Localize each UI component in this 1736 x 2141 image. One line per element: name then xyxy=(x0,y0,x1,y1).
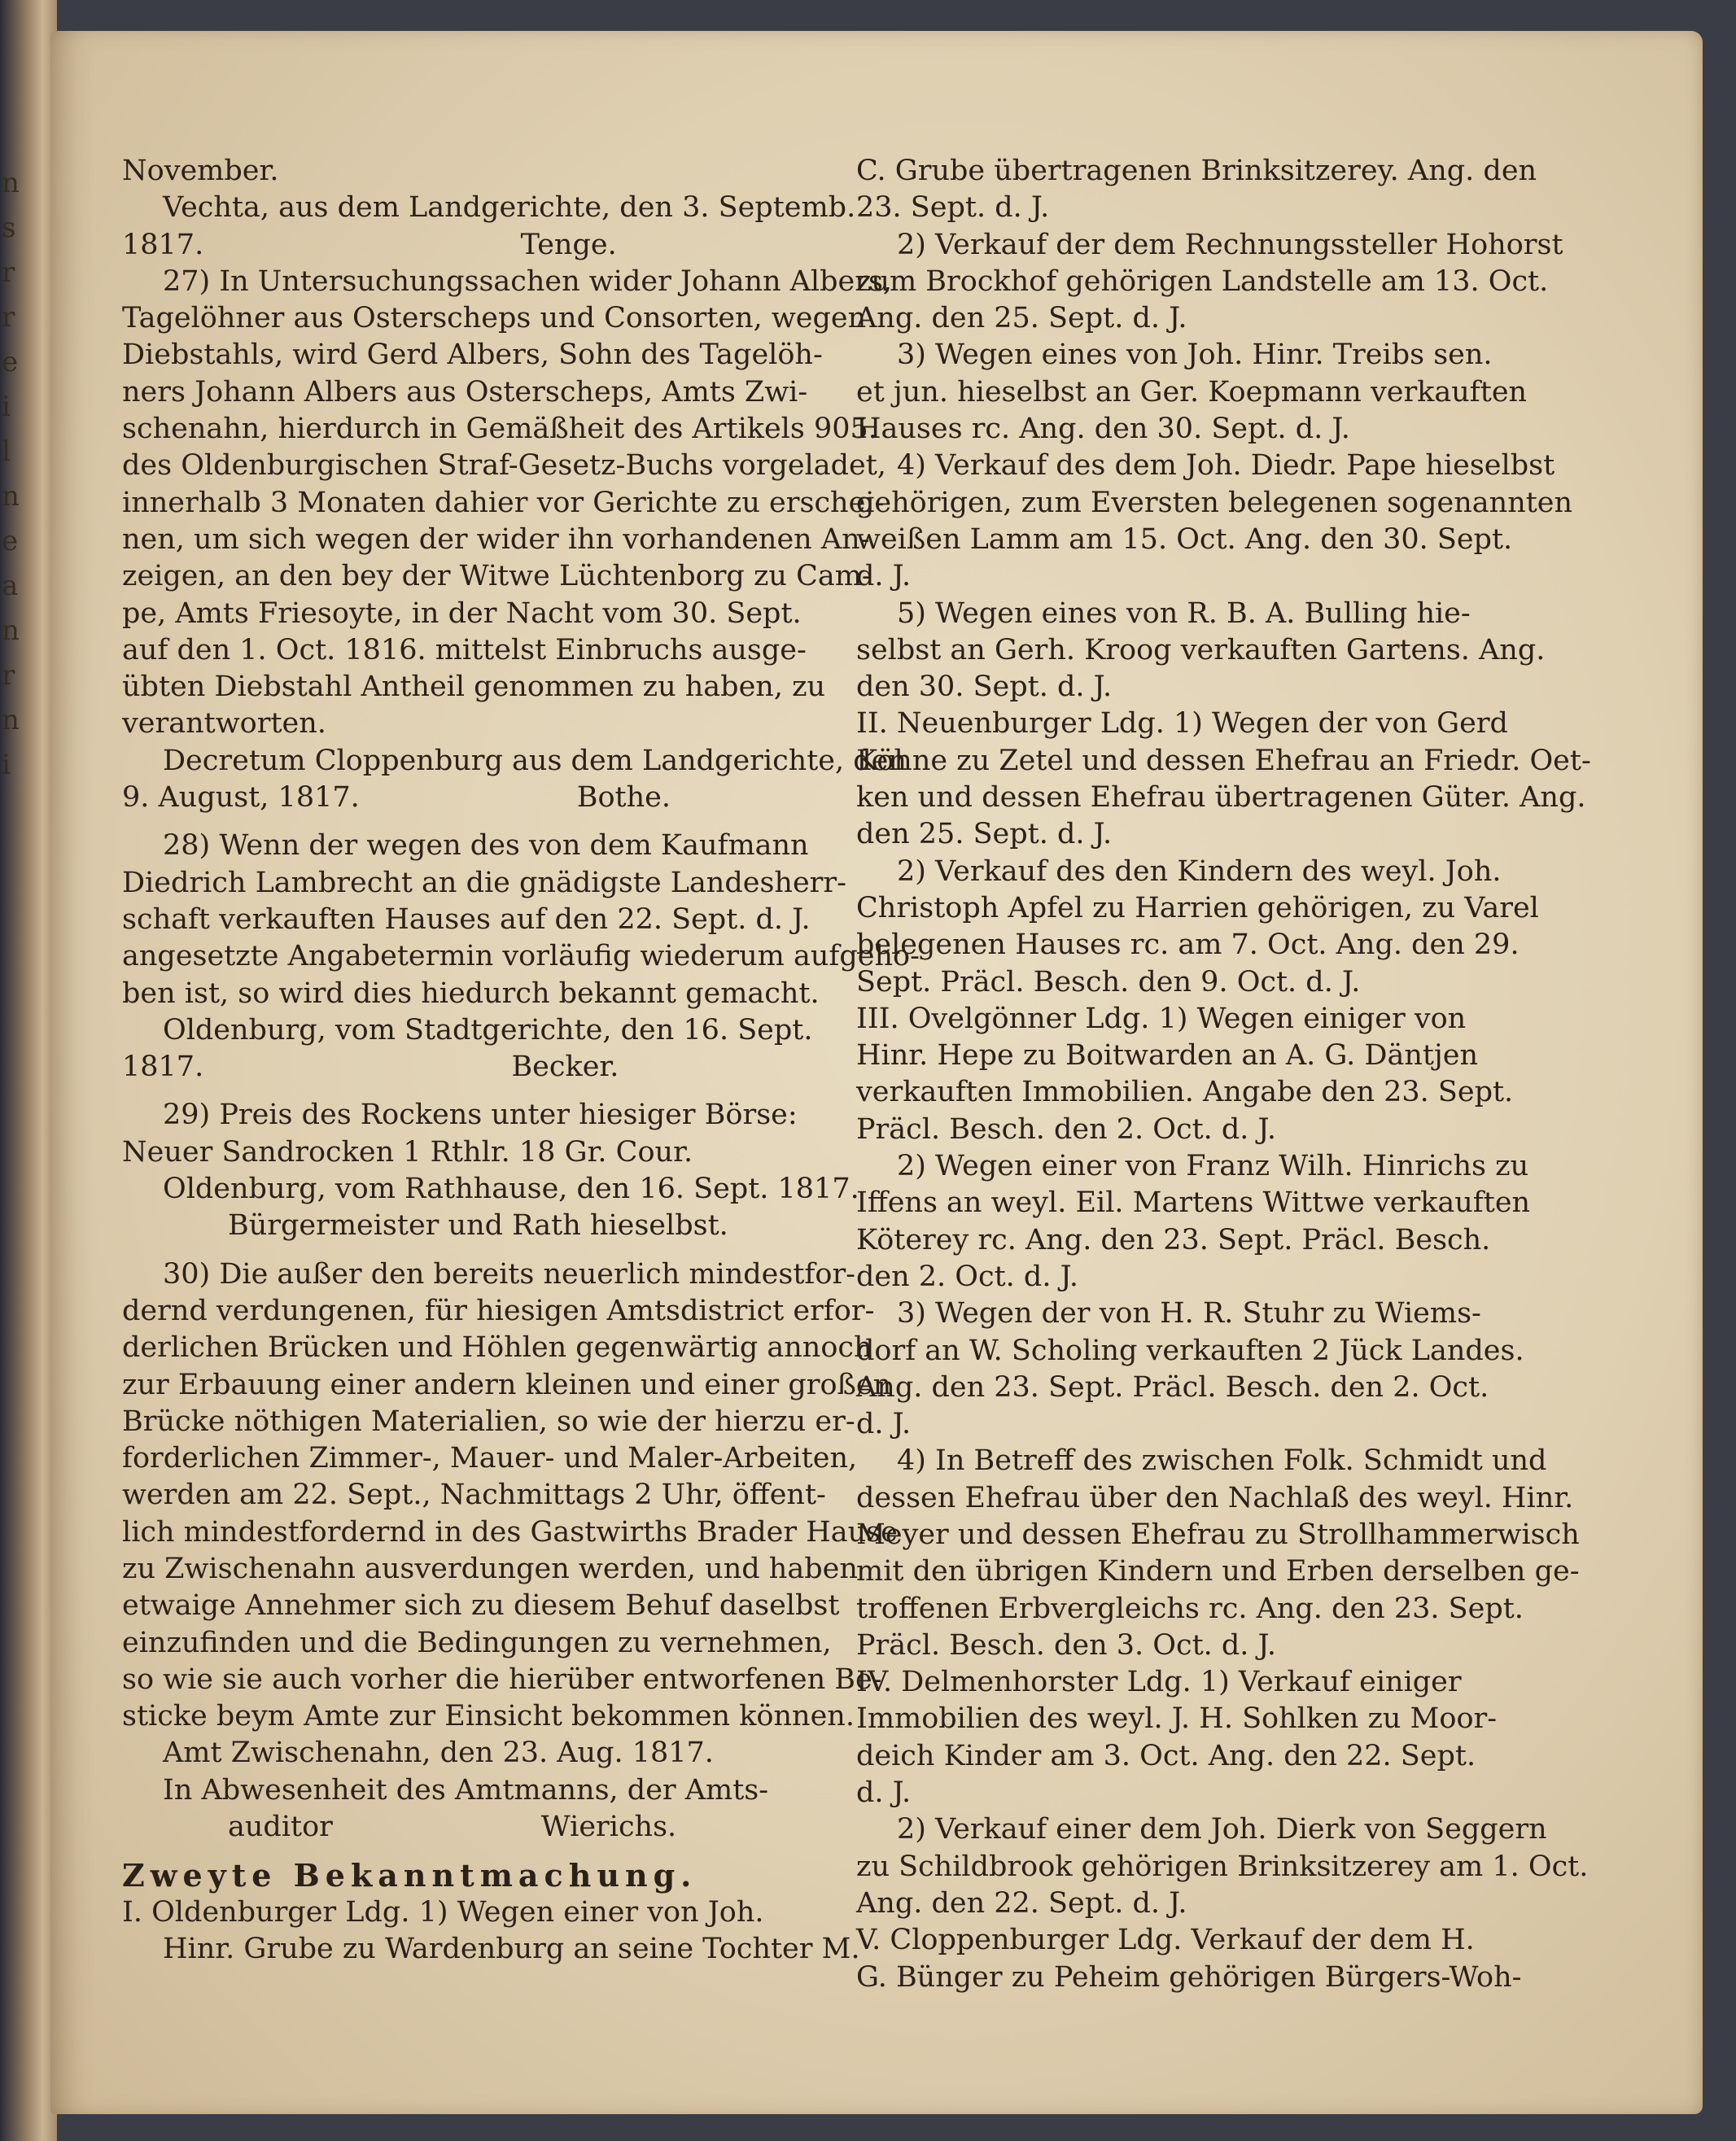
right-column-line: C. Grube übertragenen Brinksitzerey. Ang. den xyxy=(856,155,1537,187)
left-column-line: so wie sie auch vorher die hierüber entworfenen Be- xyxy=(122,1663,882,1696)
left-column-line: Decretum Cloppenburg aus dem Landgerichte, den xyxy=(163,744,907,777)
right-column-line: et jun. hieselbst an Ger. Koepmann verkauften xyxy=(856,375,1528,409)
spine-mark: a xyxy=(2,570,19,602)
right-column-line: den 25. Sept. d. J. xyxy=(856,818,1113,851)
right-column-line: 3) Wegen eines von Joh. Hinr. Treibs sen. xyxy=(897,339,1493,372)
right-column-line: Immobilien des weyl. J. H. Sohlken zu Moor- xyxy=(856,1702,1498,1736)
left-column-line: verantworten. xyxy=(122,707,326,741)
left-column-line: Zweyte Bekanntmachung. xyxy=(122,1857,697,1894)
left-column-line: lich mindestfordernd in des Gastwirths Brader Hause xyxy=(122,1515,898,1549)
left-column-line: Hinr. Grube zu Wardenburg an seine Tochter M. xyxy=(163,1932,860,1965)
left-column-line: Bürgermeister und Rath hieselbst. xyxy=(228,1209,728,1243)
left-column-line: Vechta, aus dem Landgerichte, den 3. Septemb. xyxy=(163,191,856,225)
spine-mark: e xyxy=(2,525,19,557)
left-column-line xyxy=(122,1846,822,1857)
left-column-line: zur Erbauung einer andern kleinen und einer großen xyxy=(122,1368,892,1401)
left-column-line: Amt Zwischenahn, den 23. Aug. 1817. xyxy=(163,1737,714,1770)
left-column-line: 1817. Becker. xyxy=(122,1051,619,1084)
left-column-line: auf den 1. Oct. 1816. mittelst Einbruchs ausge- xyxy=(122,633,807,666)
left-column-line: des Oldenburgischen Straf-Gesetz-Buchs vorgeladet, xyxy=(122,449,886,483)
left-column-line: 9. August, 1817. Bothe. xyxy=(122,781,671,815)
spine-mark: r xyxy=(2,301,15,334)
right-column-line: G. Bünger zu Peheim gehörigen Bürgers-Woh- xyxy=(856,1960,1522,1994)
spine-mark: i xyxy=(2,391,11,423)
right-column-line: 2) Verkauf der dem Rechnungssteller Hohorst xyxy=(897,228,1563,261)
left-column-line: November. xyxy=(122,155,279,187)
left-column-line: dernd verdungenen, für hiesigen Amtsdistrict erfor- xyxy=(122,1294,875,1327)
right-column-line: d. J. xyxy=(856,1776,912,1810)
right-column-line: IV. Delmenhorster Ldg. 1) Verkauf einiger xyxy=(856,1666,1462,1699)
right-column-line: d. J. xyxy=(856,560,912,593)
right-column-line: Köterey rc. Ang. den 23. Sept. Präcl. Besch. xyxy=(856,1223,1491,1256)
left-column-line: ben ist, so wird dies hiedurch bekannt gemacht. xyxy=(122,977,820,1010)
left-column-line: Neuer Sandrocken 1 Rthlr. 18 Gr. Cour. xyxy=(122,1135,693,1169)
left-column-line: 28) Wenn der wegen des von dem Kaufmann xyxy=(163,829,809,863)
right-column-line: Iffens an weyl. Eil. Martens Wittwe verkauften xyxy=(856,1186,1531,1220)
spine-mark: n xyxy=(2,167,20,199)
left-column-line: derlichen Brücken und Höhlen gegenwärtig annoch xyxy=(122,1331,872,1365)
left-column xyxy=(122,153,920,1968)
left-column-line: auditor Wierichs. xyxy=(228,1811,677,1844)
right-column-line: den 30. Sept. d. J. xyxy=(856,671,1113,704)
right-column-line: Hauses rc. Ang. den 30. Sept. d. J. xyxy=(856,413,1350,446)
right-column-line: d. J. xyxy=(856,1408,912,1441)
left-column-line: schenahn, hierdurch in Gemäßheit des Artikels 905. xyxy=(122,413,877,446)
right-column-line: den 2. Oct. d. J. xyxy=(856,1260,1079,1293)
right-column-line: Ang. den 23. Sept. Präcl. Besch. den 2. Oct. xyxy=(856,1370,1489,1404)
right-column-line: Meyer und dessen Ehefrau zu Strollhammerwisch xyxy=(856,1518,1580,1551)
left-column-line: werden am 22. Sept., Nachmittags 2 Uhr, öffent- xyxy=(122,1479,826,1512)
left-column-line: In Abwesenheit des Amtmanns, der Amts- xyxy=(163,1773,769,1807)
left-column-line: 27) In Untersuchungssachen wider Johann Albers, xyxy=(163,264,893,298)
page xyxy=(50,31,1703,2114)
right-column-line: Präcl. Besch. den 2. Oct. d. J. xyxy=(856,1112,1276,1146)
left-column-line: pe, Amts Friesoyte, in der Nacht vom 30. Sept. xyxy=(122,596,802,630)
left-column-line xyxy=(122,1245,822,1256)
left-column-line: Diedrich Lambrecht an die gnädigste Landesherr- xyxy=(122,866,846,899)
left-column-line: zu Zwischenahn ausverdungen werden, und haben xyxy=(122,1552,858,1585)
right-column-line: gehörigen, zum Eversten belegenen sogenannten xyxy=(856,486,1573,519)
spine-mark: r xyxy=(2,659,15,692)
right-column-line: verkauften Immobilien. Angabe den 23. Sept. xyxy=(856,1076,1514,1109)
right-column-line: V. Cloppenburger Ldg. Verkauf der dem H. xyxy=(856,1924,1475,1957)
right-column-line: Hinr. Hepe zu Boitwarden an A. G. Däntjen xyxy=(856,1039,1479,1073)
spine-mark: l xyxy=(2,435,11,468)
right-column-line: II. Neuenburger Ldg. 1) Wegen der von Gerd xyxy=(856,707,1508,741)
right-column-line: Sept. Präcl. Besch. den 9. Oct. d. J. xyxy=(856,965,1361,998)
spine-mark: n xyxy=(2,614,20,647)
right-column-line: 2) Verkauf einer dem Joh. Dierk von Seggern xyxy=(897,1813,1547,1846)
right-column-line: Christoph Apfel zu Harrien gehörigen, zu Varel xyxy=(856,891,1539,924)
right-column-line: 23. Sept. d. J. xyxy=(856,191,1050,225)
left-column-line xyxy=(122,1086,822,1097)
right-column xyxy=(856,153,1591,1996)
left-column-line: Brücke nöthigen Materialien, so wie der hierzu er- xyxy=(122,1405,855,1438)
left-column-line: Oldenburg, vom Stadtgerichte, den 16. Sept. xyxy=(163,1013,813,1046)
right-column-line: mit den übrigen Kindern und Erben derselben ge- xyxy=(856,1555,1580,1588)
left-column-line: schaft verkauften Hauses auf den 22. Sept. d. J. xyxy=(122,902,811,936)
right-column-line: 3) Wegen der von H. R. Stuhr zu Wiems- xyxy=(897,1297,1481,1330)
right-column-line: weißen Lamm am 15. Oct. Ang. den 30. Sept. xyxy=(856,522,1513,556)
right-column-line: troffenen Erbvergleichs rc. Ang. den 23. Sept. xyxy=(856,1592,1524,1625)
left-column-line: angesetzte Angabetermin vorläufig wiederum aufgeho- xyxy=(122,940,920,973)
left-column-line: etwaige Annehmer sich zu diesem Behuf daselbst xyxy=(122,1589,840,1623)
right-column-line: Köhne zu Zetel und dessen Ehefrau an Friedr. Oet- xyxy=(856,744,1591,777)
right-column-line: III. Ovelgönner Ldg. 1) Wegen einiger von xyxy=(856,1002,1467,1035)
right-column-line: Präcl. Besch. den 3. Oct. d. J. xyxy=(856,1628,1276,1662)
left-column-line: 1817. Tenge. xyxy=(122,228,617,261)
right-column-line: 2) Wegen einer von Franz Wilh. Hinrichs zu xyxy=(897,1150,1529,1183)
left-column-line: zeigen, an den bey der Witwe Lüchtenborg zu Cam- xyxy=(122,560,872,593)
spine-mark: s xyxy=(2,212,16,244)
right-column-line: 4) In Betreff des zwischen Folk. Schmidt und xyxy=(897,1444,1547,1478)
spine-mark: i xyxy=(2,749,11,781)
right-column-line: zum Brockhof gehörigen Landstelle am 13. Oct. xyxy=(856,264,1549,298)
right-column-line: belegenen Hauses rc. am 7. Oct. Ang. den 29. xyxy=(856,928,1520,962)
left-column-line: 29) Preis des Rockens unter hiesiger Börse: xyxy=(163,1099,798,1132)
right-column-line: dessen Ehefrau über den Nachlaß des weyl. Hinr. xyxy=(856,1481,1574,1514)
left-column-line: einzufinden und die Bedingungen zu vernehmen, xyxy=(122,1626,832,1659)
right-column-line: 4) Verkauf des dem Joh. Diedr. Pape hieselbst xyxy=(897,449,1555,483)
left-column-line: innerhalb 3 Monaten dahier vor Gerichte zu erschei- xyxy=(122,486,885,519)
left-column-line: forderlichen Zimmer-, Mauer- und Maler-Arbeiten, xyxy=(122,1442,858,1475)
right-column-line: Ang. den 22. Sept. d. J. xyxy=(856,1886,1187,1920)
left-column-line: ners Johann Albers aus Osterscheps, Amts Zwi- xyxy=(122,375,808,409)
left-column-line: 30) Die außer den bereits neuerlich mindestfor- xyxy=(163,1257,856,1291)
left-column-line: Diebstahls, wird Gerd Albers, Sohn des Tagelöh- xyxy=(122,339,823,372)
spine-mark: e xyxy=(2,346,19,378)
left-column-line: Tagelöhner aus Osterscheps und Consorten, wegen xyxy=(122,302,867,335)
spine-mark: r xyxy=(2,256,15,289)
right-column-line: 5) Wegen eines von R. B. A. Bulling hie- xyxy=(897,596,1471,630)
spine-mark: n xyxy=(2,480,20,513)
right-column-line: dorf an W. Scholing verkauften 2 Jück Landes. xyxy=(856,1334,1524,1367)
left-column-line xyxy=(122,816,822,828)
right-column-line: zu Schildbrook gehörigen Brinksitzerey am 1. Oct. xyxy=(856,1850,1589,1883)
right-column-line: Ang. den 25. Sept. d. J. xyxy=(856,302,1187,335)
left-column-line: nen, um sich wegen der wider ihn vorhandenen An- xyxy=(122,522,870,556)
left-column-line: Oldenburg, vom Rathhause, den 16. Sept. 1817. xyxy=(163,1173,859,1206)
right-column-line: deich Kinder am 3. Oct. Ang. den 22. Sept. xyxy=(856,1739,1476,1772)
spine-mark: n xyxy=(2,704,20,736)
right-column-line: 2) Verkauf des den Kindern des weyl. Joh. xyxy=(897,854,1502,888)
right-column-line: selbst an Gerh. Kroog verkauften Gartens. Ang. xyxy=(856,633,1546,666)
left-column-line: sticke beym Amte zur Einsicht bekommen können. xyxy=(122,1700,855,1733)
left-column-line: übten Diebstahl Antheil genommen zu haben, zu xyxy=(122,671,826,704)
right-column-line: ken und dessen Ehefrau übertragenen Güter. Ang. xyxy=(856,781,1586,815)
left-column-line: I. Oldenburger Ldg. 1) Wegen einer von Joh. xyxy=(122,1895,764,1929)
